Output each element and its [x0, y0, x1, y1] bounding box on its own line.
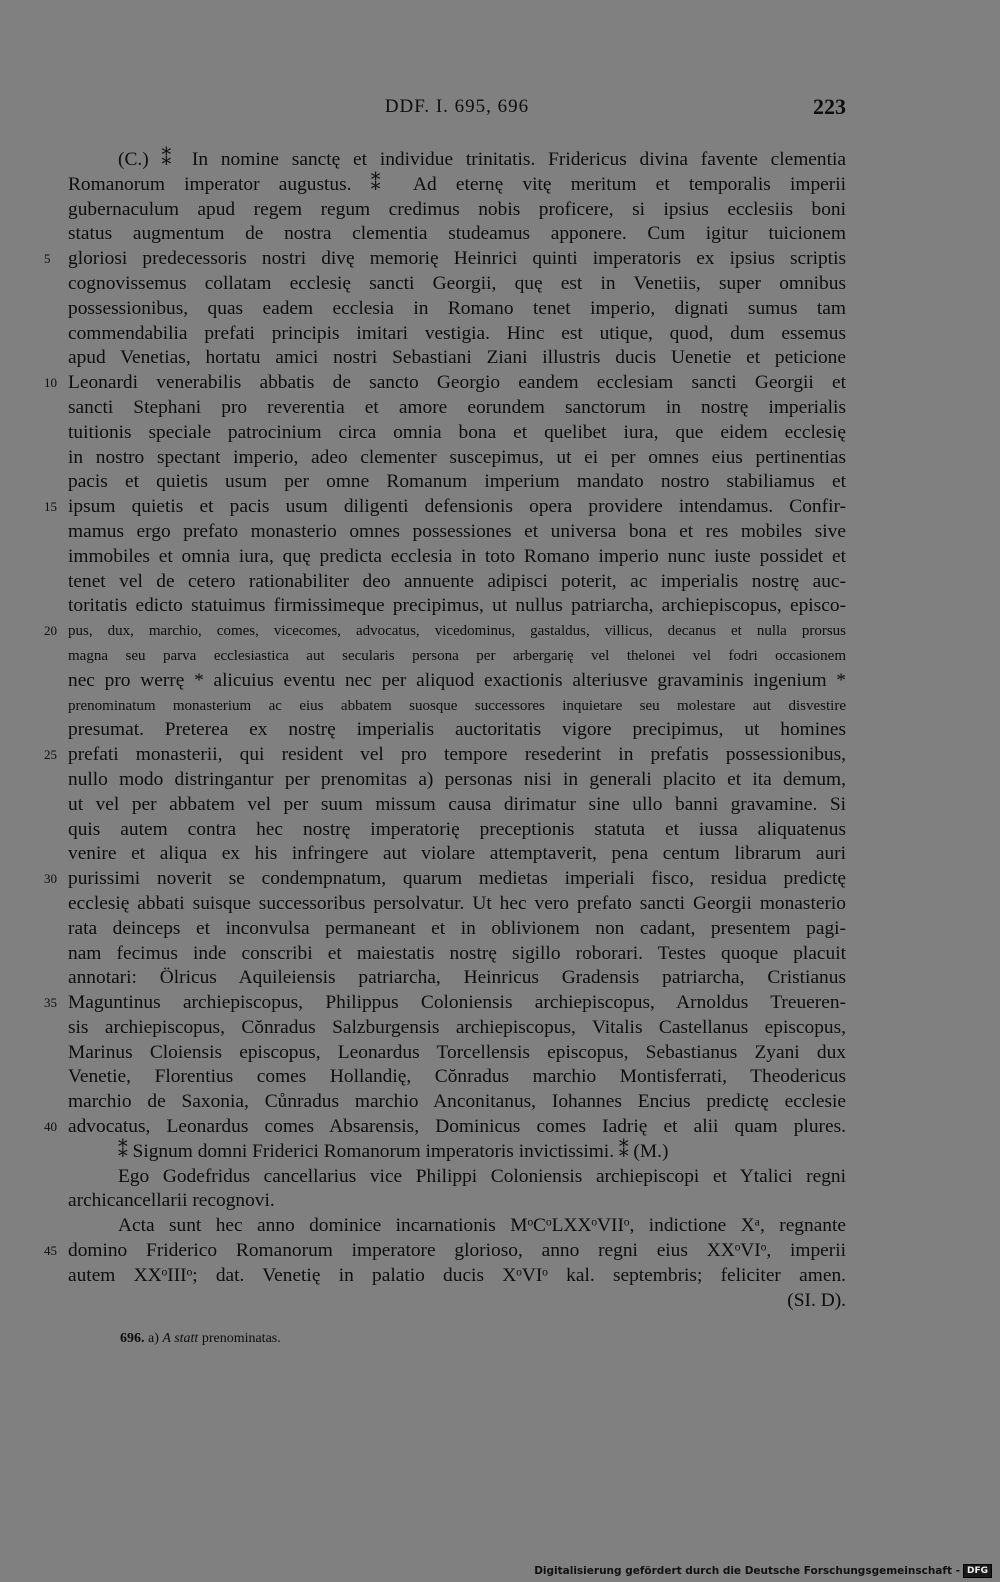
text-line: [68, 1016, 846, 1041]
text-line: [68, 917, 846, 942]
text-line: [44, 743, 846, 768]
running-title: DDF. I. 695, 696: [384, 96, 530, 117]
text-line: [44, 371, 846, 396]
text-line: [68, 842, 846, 867]
text-line: [68, 1264, 846, 1289]
page-number: 223: [813, 94, 846, 119]
line-text: (C.) ⁑ In nomine sanctę et individue trinitatis. Fridericus divina favente clementia: [118, 149, 846, 170]
line-number: 10: [44, 375, 57, 391]
text-line: [68, 148, 846, 173]
line-text: tenet vel de cetero rationabiliter deo annuente adipisci poterit, ac imperialis nostrę auc-: [68, 570, 846, 592]
line-text: immobiles et omnia iura, quę predicta ecclesia in toto Romano imperio nunc iuste possidet et: [68, 545, 846, 567]
line-text: Romanorum imperator augustus. ⁑ Ad eternę vitę meritum et temporalis imperii: [68, 173, 846, 195]
line-text: ipsum quietis et pacis usum diligenti defensionis opera providere intendamus. Confir-: [68, 496, 846, 518]
line-text: presumat. Preterea ex nostrę imperialis auctoritatis vigore precipimus, ut homines: [68, 719, 846, 741]
line-number: 40: [44, 1119, 57, 1135]
footnote-id: 696.: [120, 1331, 145, 1346]
line-text: Ego Godefridus cancellarius vice Philippi Coloniensis archiepiscopi et Ytalici regni: [118, 1165, 846, 1187]
text-line: [68, 222, 846, 247]
line-text: possessionibus, quas eadem ecclesia in Romano tenet imperio, dignati sumus tam: [68, 297, 846, 319]
line-number: 5: [44, 251, 51, 267]
text-line: [68, 1189, 846, 1214]
text-line: [68, 644, 846, 669]
text-line: [68, 570, 846, 595]
line-text: pacis et quietis usum per omne Romanum imperium mandato nostro stabiliamus et: [68, 471, 846, 493]
line-text: prefati monasterii, qui resident vel pro tempore resederint in prefatis possessionibus,: [68, 744, 846, 766]
line-text: Marinus Cloiensis episcopus, Leonardus Torcellensis episcopus, Sebastianus Zyani dux: [68, 1041, 846, 1063]
line-text: Maguntinus archiepiscopus, Philippus Coloniensis archiepiscopus, Arnoldus Treueren-: [68, 992, 846, 1014]
footnote-marker: a): [148, 1331, 159, 1346]
line-text: Venetie, Florentius comes Hollandię, Cŏnradus marchio Montisferrati, Theodericus: [68, 1066, 846, 1088]
text-line: [68, 1214, 846, 1239]
line-text: in nostro spectant imperio, adeo clementer suscepimus, ut ei per omnes eius pertinentias: [68, 446, 846, 468]
text-line: [44, 619, 846, 644]
text-line: [68, 768, 846, 793]
line-text: magna seu parva ecclesiastica aut secularis persona per arbergarię vel thelonei vel fodri occasionem: [68, 647, 846, 664]
line-text: pus, dux, marchio, comes, vicecomes, advocatus, vicedominus, gastaldus, villicus, decanus et nulla prorsus: [68, 623, 846, 640]
line-text: gubernaculum apud regem regum credimus nobis proficere, si ipsius ecclesiis boni: [68, 198, 846, 220]
line-text: autem XXᵒIIIᵒ; dat. Venetię in palatio ducis XᵒVIᵒ kal. septembris; feliciter amen.: [68, 1264, 846, 1286]
text-line: [68, 694, 846, 719]
text-line: [68, 470, 846, 495]
line-text: apud Venetias, hortatu amici nostri Sebastiani Ziani illustris ducis Uenetie et peticione: [68, 347, 846, 369]
footnote: [120, 1331, 281, 1347]
line-text: (SI. D).: [787, 1289, 846, 1311]
footnote-text: prenominatas.: [201, 1331, 281, 1346]
line-text: sis archiepiscopus, Cŏnradus Salzburgensis archiepiscopus, Vitalis Castellanus episcopus,: [68, 1016, 846, 1038]
line-text: Acta sunt hec anno dominice incarnationis MᵒCᵒLXXᵒVIIᵒ, indictione Xᵃ, regnante: [118, 1215, 846, 1237]
text-line: [44, 1115, 846, 1140]
line-text: ut vel per abbatem vel per suum missum causa dirimatur sine ullo banni gravamine. Si: [68, 793, 846, 815]
text-line: [68, 594, 846, 619]
line-text: prenominatum monasterium ac eius abbatem suosque successores inquietare seu molestare aut disvestire: [68, 697, 846, 714]
line-text: commendabilia prefati principis imitari vestigia. Hinc est utique, quod, dum essemus: [68, 322, 846, 344]
text-line: [68, 1041, 846, 1066]
footnote-italic: A statt: [162, 1331, 199, 1346]
line-text: nullo modo distringantur per prenomitas a) personas nisi in generali placito et ita demum,: [68, 768, 846, 790]
text-line: [68, 322, 846, 347]
text-line: [68, 272, 846, 297]
text-line: [68, 966, 846, 991]
text-line: [68, 669, 846, 694]
line-text: rata deinceps et inconvulsa permaneant et in oblivionem non cadant, presentem pagi-: [68, 917, 846, 939]
text-line: [68, 1165, 846, 1190]
line-number: 45: [44, 1243, 57, 1259]
line-text: ⁑ Signum domni Friderici Romanorum imperatoris invictissimi. ⁑ (M.): [118, 1140, 669, 1162]
text-line: [44, 991, 846, 1016]
line-text: purissimi noverit se condempnatum, quarum medietas imperiali fisco, residua predictę: [68, 868, 846, 890]
text-line: [68, 1289, 846, 1314]
text-line: [68, 421, 846, 446]
text-line: [68, 198, 846, 223]
text-line: [68, 297, 846, 322]
page-header: [68, 96, 846, 126]
line-text: cognovissemus collatam ecclesię sancti Georgii, quę est in Venetiis, super omnibus: [68, 272, 846, 294]
text-line: [44, 247, 846, 272]
text-line: [44, 495, 846, 520]
line-text: tuitionis speciale patrocinium circa omnia bona et quelibet iura, que eidem ecclesię: [68, 421, 846, 443]
digitization-credit: [534, 1564, 992, 1578]
line-text: sancti Stephani pro reverentia et amore eorundem sanctorum in nostrę imperialis: [68, 396, 846, 418]
text-line: [68, 818, 846, 843]
line-text: archicancellarii recognovi.: [68, 1190, 275, 1212]
line-number: 35: [44, 995, 57, 1011]
text-line: [68, 446, 846, 471]
charter-text: [44, 148, 846, 1313]
line-text: advocatus, Leonardus comes Absarensis, Dominicus comes Iadrię et alii quam plures.: [68, 1116, 846, 1138]
line-text: nam fecimus inde conscribi et maiestatis nostrę sigillo roborari. Testes quoque placuit: [68, 942, 846, 964]
text-line: [44, 867, 846, 892]
text-line: [68, 718, 846, 743]
text-line: [68, 1090, 846, 1115]
text-line: [68, 1065, 846, 1090]
line-text: venire et aliqua ex his infringere aut violare attemptaverit, pena centum librarum auri: [68, 843, 846, 865]
line-text: quis autem contra hec nostrę imperatorię preceptionis statuta et iussa aliquatenus: [68, 818, 846, 840]
line-text: mamus ergo prefato monasterio omnes possessiones et universa bona et res mobiles sive: [68, 520, 846, 542]
text-line: [68, 793, 846, 818]
line-text: ecclesię abbati suisque successoribus persolvatur. Ut hec vero prefato sancti Georgii monasterio: [68, 892, 846, 914]
line-number: 25: [44, 747, 57, 763]
line-text: gloriosi predecessoris nostri divę memorię Heinrici quinti imperatoris ex ipsius scriptis: [68, 248, 846, 270]
line-number: 15: [44, 499, 57, 515]
dfg-logo: DFG: [963, 1564, 992, 1578]
line-text: Leonardi venerabilis abbatis de sancto Georgio eandem ecclesiam sancti Georgii et: [68, 372, 846, 394]
line-text: marchio de Saxonia, Cůnradus marchio Anconitanus, Iohannes Encius predictę ecclesie: [68, 1091, 846, 1113]
text-line: [68, 1140, 846, 1165]
text-line: [44, 1239, 846, 1264]
text-line: [68, 545, 846, 570]
text-line: [68, 942, 846, 967]
text-line: [68, 892, 846, 917]
text-line: [68, 520, 846, 545]
line-number: 30: [44, 871, 57, 887]
line-text: domino Friderico Romanorum imperatore glorioso, anno regni eius XXᵒVIᵒ, imperii: [68, 1240, 846, 1262]
line-text: toritatis edicto statuimus firmissimeque precipimus, ut nullus patriarcha, archiepiscopus, episco-: [68, 595, 846, 617]
text-line: [68, 346, 846, 371]
text-line: [68, 396, 846, 421]
line-text: nec pro werrę * alicuius eventu nec per aliquod exactionis alteriusve gravaminis ingenium *: [68, 669, 846, 691]
text-line: [68, 173, 846, 198]
credit-text: Digitalisierung gefördert durch die Deutsche Forschungsgemeinschaft -: [534, 1565, 960, 1577]
line-text: annotari: Ölricus Aquileiensis patriarcha, Heinricus Gradensis patriarcha, Cristianus: [68, 967, 846, 989]
line-text: status augmentum de nostra clementia studeamus apponere. Cum igitur tuicionem: [68, 223, 846, 245]
line-number: 20: [44, 623, 57, 639]
